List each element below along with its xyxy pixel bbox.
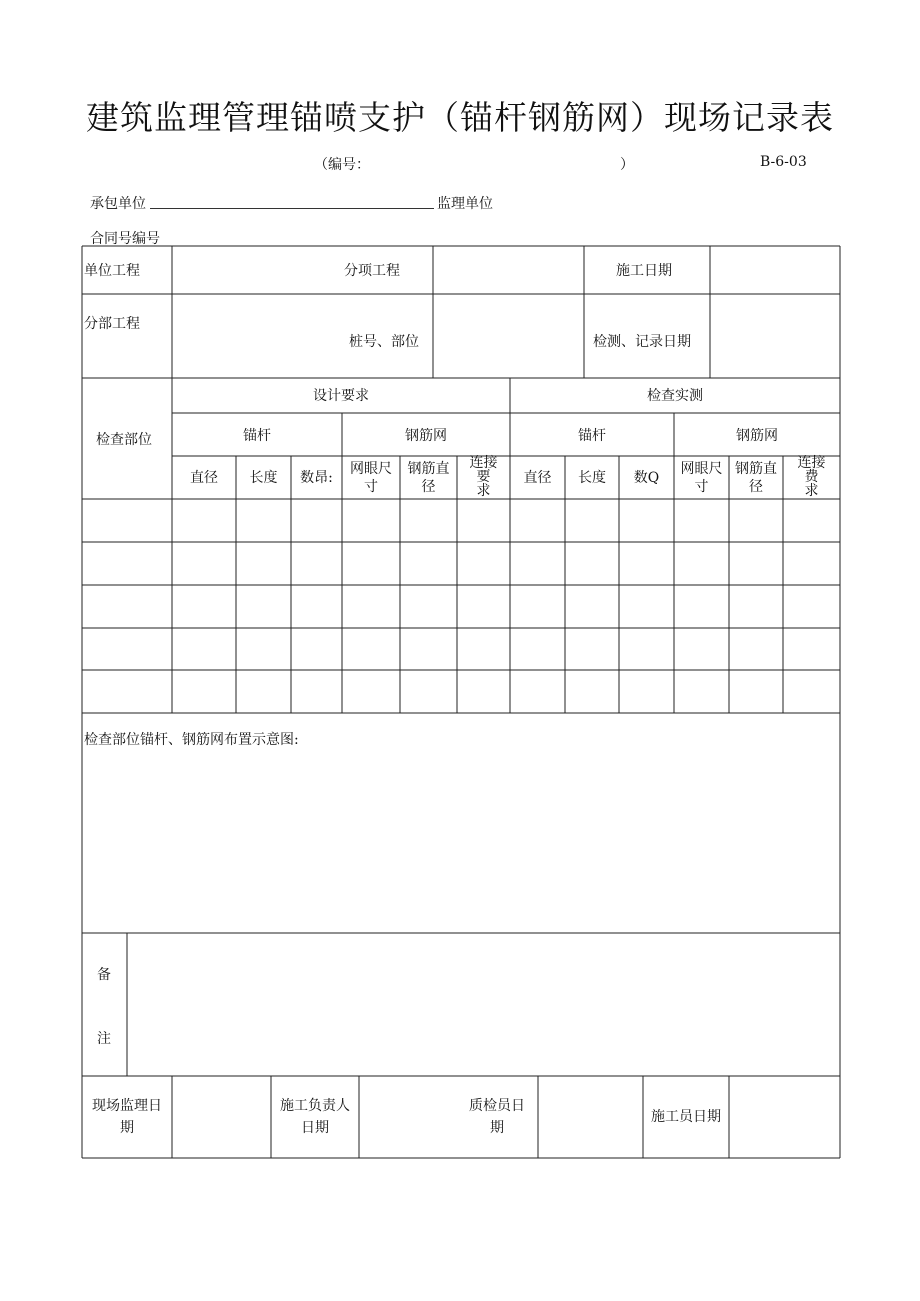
construction-lead-date-value[interactable] — [360, 1077, 457, 1157]
site-supervisor-date-value[interactable] — [173, 1077, 270, 1157]
inspection-date-label: 检测、记录日期 — [593, 334, 691, 350]
worker-date-label: 施工员日期 — [651, 1109, 721, 1125]
actual-col-bar-diameter: 钢筋直 径 — [735, 461, 777, 495]
sub-item-label: 分项工程 — [344, 263, 400, 279]
contract-no-label: 合同号编号 — [90, 231, 160, 247]
design-anchor-header: 锚杆 — [243, 428, 271, 444]
actual-anchor-header: 锚杆 — [578, 428, 606, 444]
qc-date-value[interactable] — [539, 1077, 642, 1157]
form-code: B-6-03 — [760, 154, 807, 170]
contractor-label: 承包单位 — [90, 196, 146, 212]
division-project-label: 分部工程 — [84, 316, 140, 332]
layout-sketch-area[interactable] — [83, 755, 839, 932]
actual-col-connection: 连接 费 求 — [797, 455, 826, 499]
actual-col-diameter: 直径 — [523, 470, 552, 486]
design-col-connection: 连接 要 求 — [469, 455, 498, 499]
actual-col-length: 长度 — [578, 470, 606, 486]
construction-date-value[interactable] — [710, 246, 840, 294]
serial-label: （编号： — [314, 157, 370, 173]
design-col-bar-diameter: 钢筋直 径 — [407, 461, 450, 495]
supervisor-label: 监理单位 — [437, 196, 493, 212]
check-location-label: 检查部位 — [96, 432, 152, 448]
remarks-char-2: 注 — [97, 1031, 111, 1047]
actual-check-header: 检查实测 — [647, 388, 703, 404]
actual-col-mesh-size: 网眼尺 寸 — [680, 461, 723, 495]
actual-col-count: 数Q — [633, 470, 660, 486]
unit-project-label: 单位工程 — [84, 263, 140, 279]
pile-location-value[interactable] — [433, 294, 584, 378]
serial-close: ） — [620, 157, 634, 173]
remarks-char-1: 备 — [97, 967, 111, 983]
design-col-mesh-size: 网眼尺 寸 — [350, 461, 392, 495]
design-req-header: 设计要求 — [313, 388, 369, 404]
site-supervisor-date-label: 现场监理日 期 — [92, 1098, 162, 1136]
remarks-field[interactable] — [128, 934, 839, 1075]
form-title: 建筑监理管理锚喷支护（锚杆钢筋网）现场记录表 — [86, 98, 834, 137]
pile-location-label: 桩号、部位 — [349, 334, 419, 350]
layout-sketch-label: 检查部位锚杆、钢筋网布置示意图: — [84, 732, 299, 748]
worker-date-value[interactable] — [730, 1077, 839, 1157]
construction-lead-date-label: 施工负责人 日期 — [280, 1098, 350, 1136]
inspection-date-value[interactable] — [710, 294, 840, 378]
sub-item-value[interactable] — [433, 246, 584, 294]
construction-date-label: 施工日期 — [616, 263, 672, 279]
design-col-count: 数昂: — [300, 470, 333, 486]
design-mesh-header: 钢筋网 — [405, 428, 447, 444]
design-col-diameter: 直径 — [190, 470, 218, 486]
design-col-length: 长度 — [249, 470, 278, 486]
actual-mesh-header: 钢筋网 — [736, 428, 778, 444]
qc-date-label: 质检员日 期 — [469, 1098, 525, 1136]
